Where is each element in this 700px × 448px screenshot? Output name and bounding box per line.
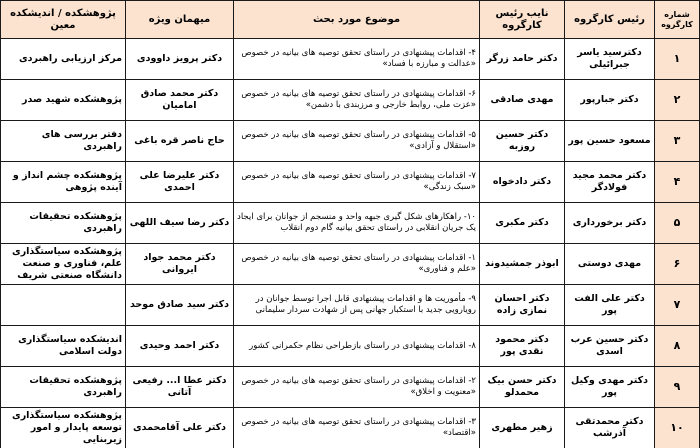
cell-guest: دکتر علی آقامحمدی <box>126 408 234 448</box>
cell-chair: دکتر برخورداری <box>565 203 655 244</box>
cell-institute: مرکز ارزیابی راهبردی <box>1 39 126 80</box>
cell-chair: دکتر محمدتقی آذرشب <box>565 408 655 448</box>
cell-vice-chair: دکتر احسان نمازی زاده <box>480 285 565 326</box>
cell-institute: پژوهشکده تحقیقات راهبردی <box>1 367 126 408</box>
header-institute: پژوهشکده / اندیشکده معین <box>1 1 126 39</box>
cell-topic: ۲- اقدامات پیشنهادی در راستای تحقق توصیه های بیانیه در خصوص «معنویت و اخلاق» <box>234 367 480 408</box>
cell-vice-chair: دکتر حسین روزبه <box>480 121 565 162</box>
cell-vice-chair: مهدی صادقی <box>480 80 565 121</box>
cell-number: ۵ <box>655 203 700 244</box>
cell-chair: دکتر مهدی وکیل پور <box>565 367 655 408</box>
cell-topic: ۹- مأموریت ها و اقدامات پیشنهادی قابل اجرا توسط جوانان در رویارویی جدید با استکبار جهانی پس از شهادت سردار سلیمانی <box>234 285 480 326</box>
cell-vice-chair: دکتر حامد زرگر <box>480 39 565 80</box>
cell-number: ۷ <box>655 285 700 326</box>
header-guest: میهمان ویژه <box>126 1 234 39</box>
cell-number: ۸ <box>655 326 700 367</box>
table-row <box>1 80 700 121</box>
cell-guest: دکتر پرویز داوودی <box>126 39 234 80</box>
cell-institute: پژوهشکده سیاستگذاری علم، فناوری و صنعت دانشگاه صنعتی شریف <box>1 244 126 285</box>
cell-number: ۲ <box>655 80 700 121</box>
cell-guest: دکتر احمد وحیدی <box>126 326 234 367</box>
table-row <box>1 203 700 244</box>
cell-number: ۶ <box>655 244 700 285</box>
cell-chair: دکترسید یاسر جبرائیلی <box>565 39 655 80</box>
cell-number: ۹ <box>655 367 700 408</box>
cell-chair: دکتر جبارپور <box>565 80 655 121</box>
table-row <box>1 39 700 80</box>
cell-guest: دکتر محمد صادق امامیان <box>126 80 234 121</box>
header-vice-chair: نایب رئیس کارگروه <box>480 1 565 39</box>
cell-number: ۱۰ <box>655 408 700 448</box>
cell-guest: دکتر رضا سیف اللهی <box>126 203 234 244</box>
cell-vice-chair: زهیر مطهری <box>480 408 565 448</box>
cell-topic: ۶- اقدامات پیشنهادی در راستای تحقق توصیه های بیانیه در خصوص «عزت ملی، روابط خارجی و مرزبندی با دشمن» <box>234 80 480 121</box>
cell-vice-chair: ابوذر جمشیدوند <box>480 244 565 285</box>
cell-guest: دکتر عطا ا... رفیعی آتانی <box>126 367 234 408</box>
cell-guest: دکتر سید صادق موحد <box>126 285 234 326</box>
header-chair: رئیس کارگروه <box>565 1 655 39</box>
cell-institute: دفتر بررسی های راهبردی <box>1 121 126 162</box>
cell-vice-chair: دکتر مکبری <box>480 203 565 244</box>
table-row <box>1 121 700 162</box>
cell-guest: دکتر محمد جواد ایروانی <box>126 244 234 285</box>
cell-chair: دکتر حسین عرب اسدی <box>565 326 655 367</box>
cell-guest: حاج ناصر قره باغی <box>126 121 234 162</box>
cell-number: ۱ <box>655 39 700 80</box>
table-row <box>1 285 700 326</box>
cell-topic: ۴- اقدامات پیشنهادی در راستای تحقق توصیه های بیانیه در خصوص «عدالت و مبارزه با فساد» <box>234 39 480 80</box>
cell-number: ۴ <box>655 162 700 203</box>
cell-guest: دکتر علیرضا علی احمدی <box>126 162 234 203</box>
cell-institute <box>1 285 126 326</box>
cell-vice-chair: دکتر حسن بیک محمدلو <box>480 367 565 408</box>
cell-topic: ۳- اقدامات پیشنهادی در راستای تحقق توصیه های بیانیه در خصوص «اقتصاد» <box>234 408 480 448</box>
cell-institute: پژوهشکده تحقیقات راهبردی <box>1 203 126 244</box>
table-row <box>1 408 700 448</box>
cell-number: ۳ <box>655 121 700 162</box>
cell-topic: ۱- اقدامات پیشنهادی در راستای تحقق توصیه های بیانیه در خصوص «علم و فناوری» <box>234 244 480 285</box>
cell-institute: اندیشکده سیاستگذاری دولت اسلامی <box>1 326 126 367</box>
table-row <box>1 326 700 367</box>
cell-topic: ۸- اقدامات پیشنهادی در راستای بازطراحی نظام حکمرانی کشور <box>234 326 480 367</box>
cell-vice-chair: دکتر دادخواه <box>480 162 565 203</box>
header-number: شماره کارگروه <box>655 1 700 39</box>
table-row <box>1 367 700 408</box>
cell-topic: ۷- اقدامات پیشنهادی در راستای تحقق توصیه های بیانیه در خصوص «سبک زندگی» <box>234 162 480 203</box>
cell-institute: پژوهشکده شهید صدر <box>1 80 126 121</box>
cell-topic: ۱۰- راهکارهای شکل گیری جبهه واحد و منسجم از جوانان برای ایجاد یک جریان انقلابی در راستای تحقق بیانیه گام دوم انقلاب <box>234 203 480 244</box>
header-row <box>1 1 700 39</box>
header-topic: موضوع مورد بحث <box>234 1 480 39</box>
cell-chair: مسعود حسین پور <box>565 121 655 162</box>
cell-institute: پژوهشکده چشم انداز و آینده پژوهی <box>1 162 126 203</box>
cell-chair: دکتر محمد مجید فولادگر <box>565 162 655 203</box>
cell-vice-chair: دکتر محمود نقدی پور <box>480 326 565 367</box>
cell-topic: ۵- اقدامات پیشنهادی در راستای تحقق توصیه های بیانیه در خصوص «استقلال و آزادی» <box>234 121 480 162</box>
table-row <box>1 244 700 285</box>
cell-institute: پژوهشکده سیاستگذاری توسعه پایدار و امور زیربنایی <box>1 408 126 448</box>
cell-chair: دکتر علی الفت پور <box>565 285 655 326</box>
table-row <box>1 162 700 203</box>
cell-chair: مهدی دوستی <box>565 244 655 285</box>
